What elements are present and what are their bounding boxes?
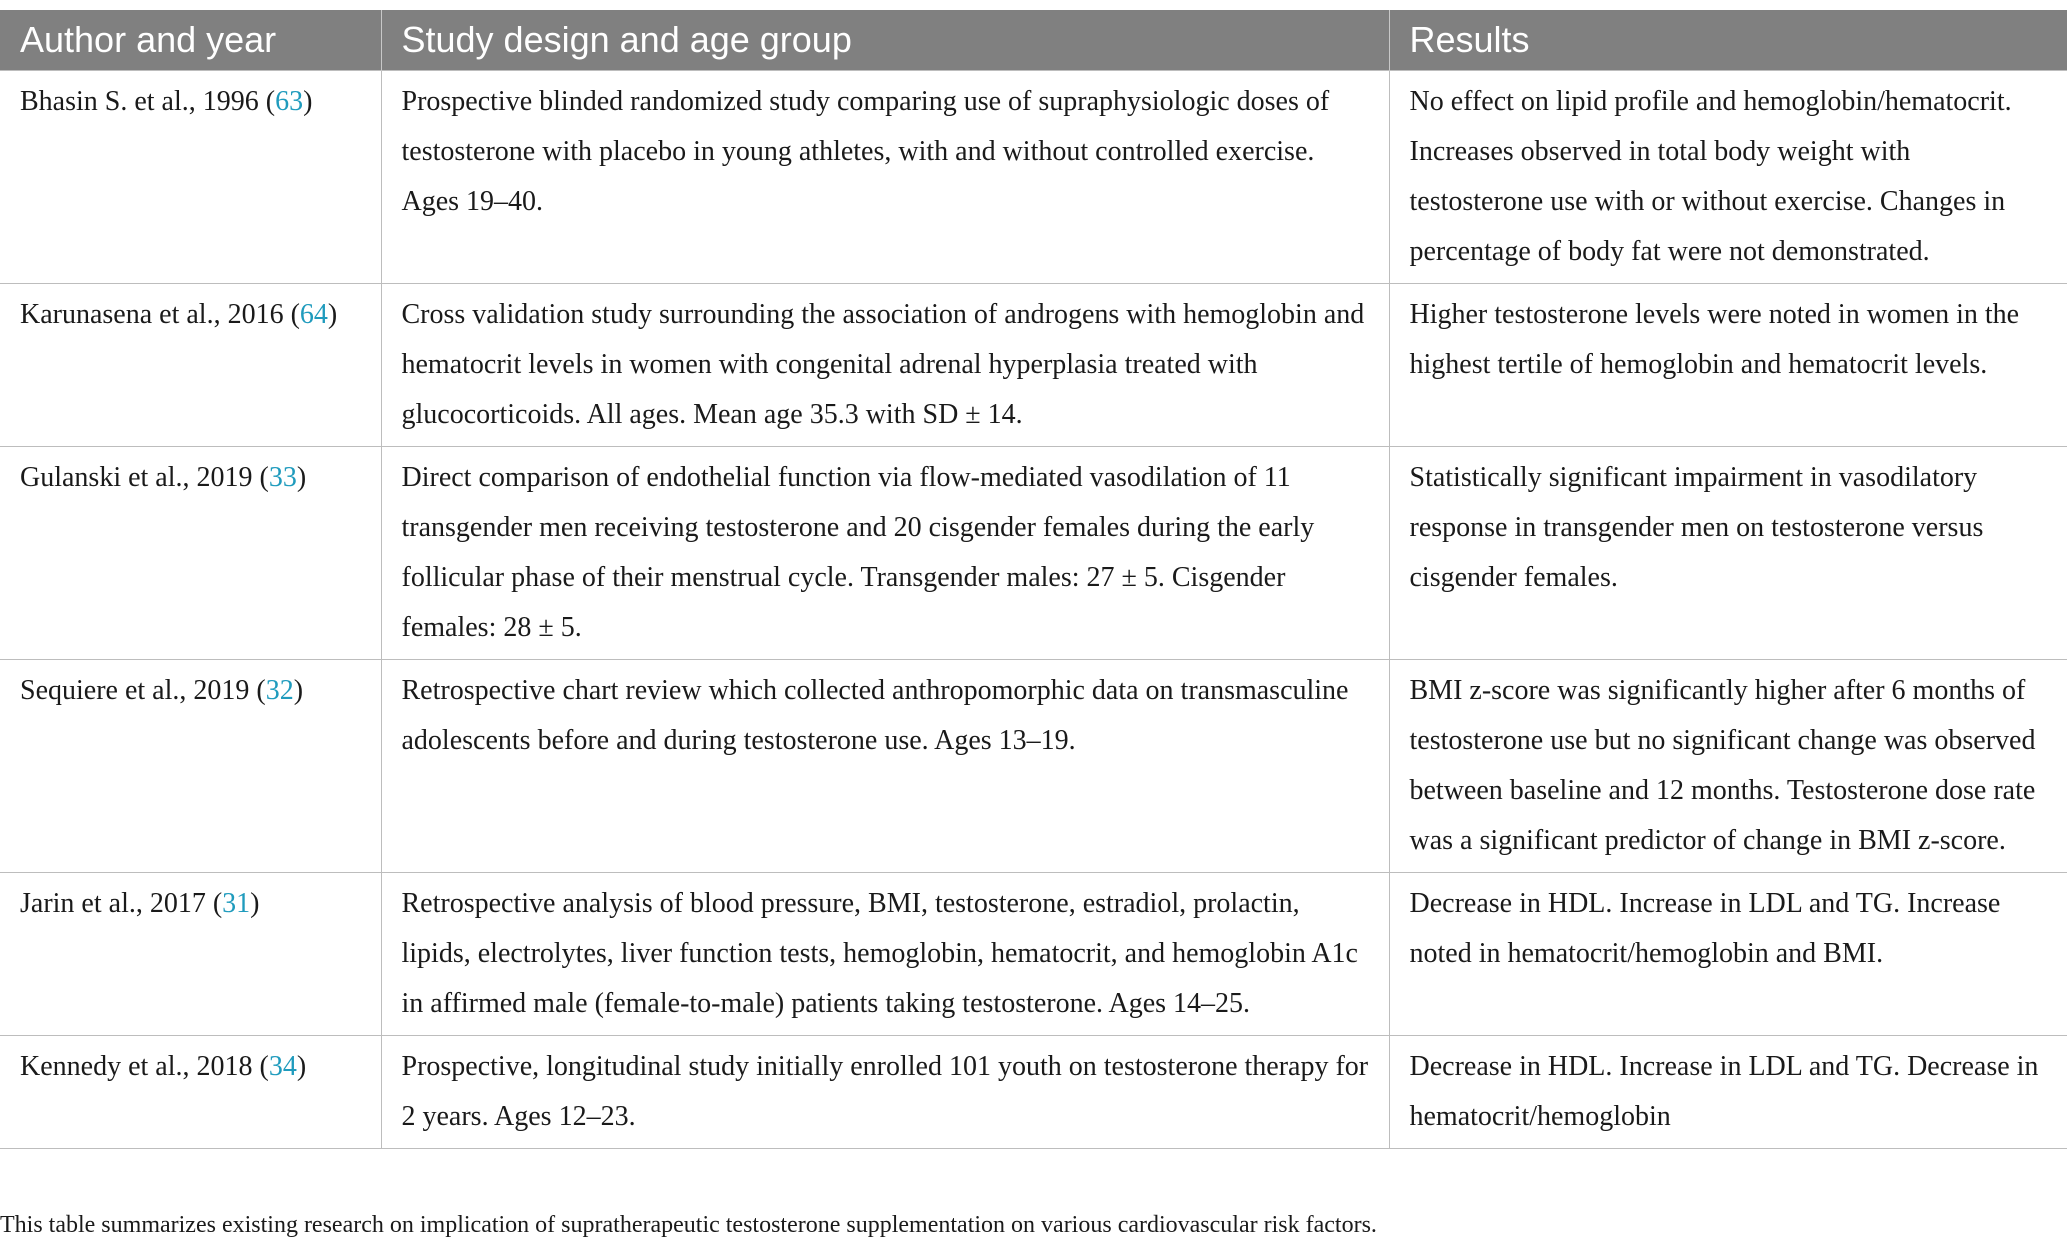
reference-link[interactable]: 31	[222, 888, 251, 919]
reference-link[interactable]: 33	[268, 462, 297, 493]
results-cell: Decrease in HDL. Increase in LDL and TG. Increase noted in hematocrit/hemoglobin and BMI.	[1389, 873, 2067, 1036]
table-header	[0, 10, 2067, 71]
author-text: Gulanski et al., 2019 (	[20, 462, 269, 493]
header-row	[0, 10, 2067, 71]
table-row	[0, 660, 2067, 873]
design-cell: Retrospective chart review which collected anthropomorphic data on transmasculine adolescents before and during testosterone use. Ages 13–19.	[381, 660, 1389, 873]
reference-link[interactable]: 63	[275, 86, 304, 117]
author-cell	[0, 660, 381, 873]
author-cell	[0, 447, 381, 660]
reference-link[interactable]: 64	[299, 299, 328, 330]
table-row	[0, 873, 2067, 1036]
results-cell: No effect on lipid profile and hemoglobin/hematocrit. Increases observed in total body weight with testosterone use with or without exercise. Changes in percentage of body fat were not demonstrated.	[1389, 71, 2067, 284]
author-text-end: )	[303, 86, 313, 117]
table-row	[0, 447, 2067, 660]
results-cell: Decrease in HDL. Increase in LDL and TG. Decrease in hematocrit/hemoglobin	[1389, 1036, 2067, 1149]
design-cell: Retrospective analysis of blood pressure, BMI, testosterone, estradiol, prolactin, lipids, electrolytes, liver function tests, hemoglobin, hematocrit, and hemoglobin A1c in affirmed male (female-to-male) patients taking testosterone. Ages 14–25.	[381, 873, 1389, 1036]
header-author-year: Author and year	[0, 10, 381, 71]
author-text-end: )	[327, 299, 338, 330]
author-cell	[0, 284, 381, 447]
author-cell	[0, 1036, 381, 1149]
design-cell: Prospective blinded randomized study comparing use of supraphysiologic doses of testosterone with placebo in young athletes, with and without controlled exercise. Ages 19–40.	[381, 71, 1389, 284]
table-row	[0, 1036, 2067, 1149]
table-row	[0, 284, 2067, 447]
author-text-end: )	[296, 1051, 307, 1082]
research-summary-table	[0, 10, 2067, 1149]
design-cell: Direct comparison of endothelial function via flow-mediated vasodilation of 11 transgender men receiving testosterone and 20 cisgender females during the early follicular phase of their menstrual cycle. Transgender males: 27 ± 5. Cisgender females: 28 ± 5.	[381, 447, 1389, 660]
table-caption: This table summarizes existing research on implication of supratherapeutic testosterone supplementation on various cardiovascular risk factors.	[0, 1212, 1377, 1238]
author-text-end: )	[293, 675, 304, 706]
results-cell: Statistically significant impairment in vasodilatory response in transgender men on testosterone versus cisgender females.	[1389, 447, 2067, 660]
design-cell: Prospective, longitudinal study initially enrolled 101 youth on testosterone therapy for 2 years. Ages 12–23.	[381, 1036, 1389, 1149]
reference-link[interactable]: 34	[268, 1051, 297, 1082]
author-text-end: )	[250, 888, 260, 919]
author-cell	[0, 71, 381, 284]
table-row	[0, 71, 2067, 284]
author-cell	[0, 873, 381, 1036]
header-study-design: Study design and age group	[381, 10, 1389, 71]
author-text: Karunasena et al., 2016 (	[20, 299, 300, 330]
table-body	[0, 71, 2067, 1149]
results-cell: BMI z-score was significantly higher after 6 months of testosterone use but no significant change was observed between baseline and 12 months. Testosterone dose rate was a significant predictor of change in BMI z-score.	[1389, 660, 2067, 873]
author-text-end: )	[296, 462, 307, 493]
research-table-container	[0, 10, 2067, 1149]
design-cell: Cross validation study surrounding the association of androgens with hemoglobin and hematocrit levels in women with congenital adrenal hyperplasia treated with glucocorticoids. All ages. Mean age 35.3 with SD ± 14.	[381, 284, 1389, 447]
author-text: Kennedy et al., 2018 (	[20, 1051, 269, 1082]
author-text: Jarin et al., 2017 (	[20, 888, 223, 919]
author-text: Sequiere et al., 2019 (	[20, 675, 266, 706]
header-results: Results	[1389, 10, 2067, 71]
reference-link[interactable]: 32	[265, 675, 294, 706]
results-cell: Higher testosterone levels were noted in women in the highest tertile of hemoglobin and hematocrit levels.	[1389, 284, 2067, 447]
author-text: Bhasin S. et al., 1996 (	[20, 86, 276, 117]
